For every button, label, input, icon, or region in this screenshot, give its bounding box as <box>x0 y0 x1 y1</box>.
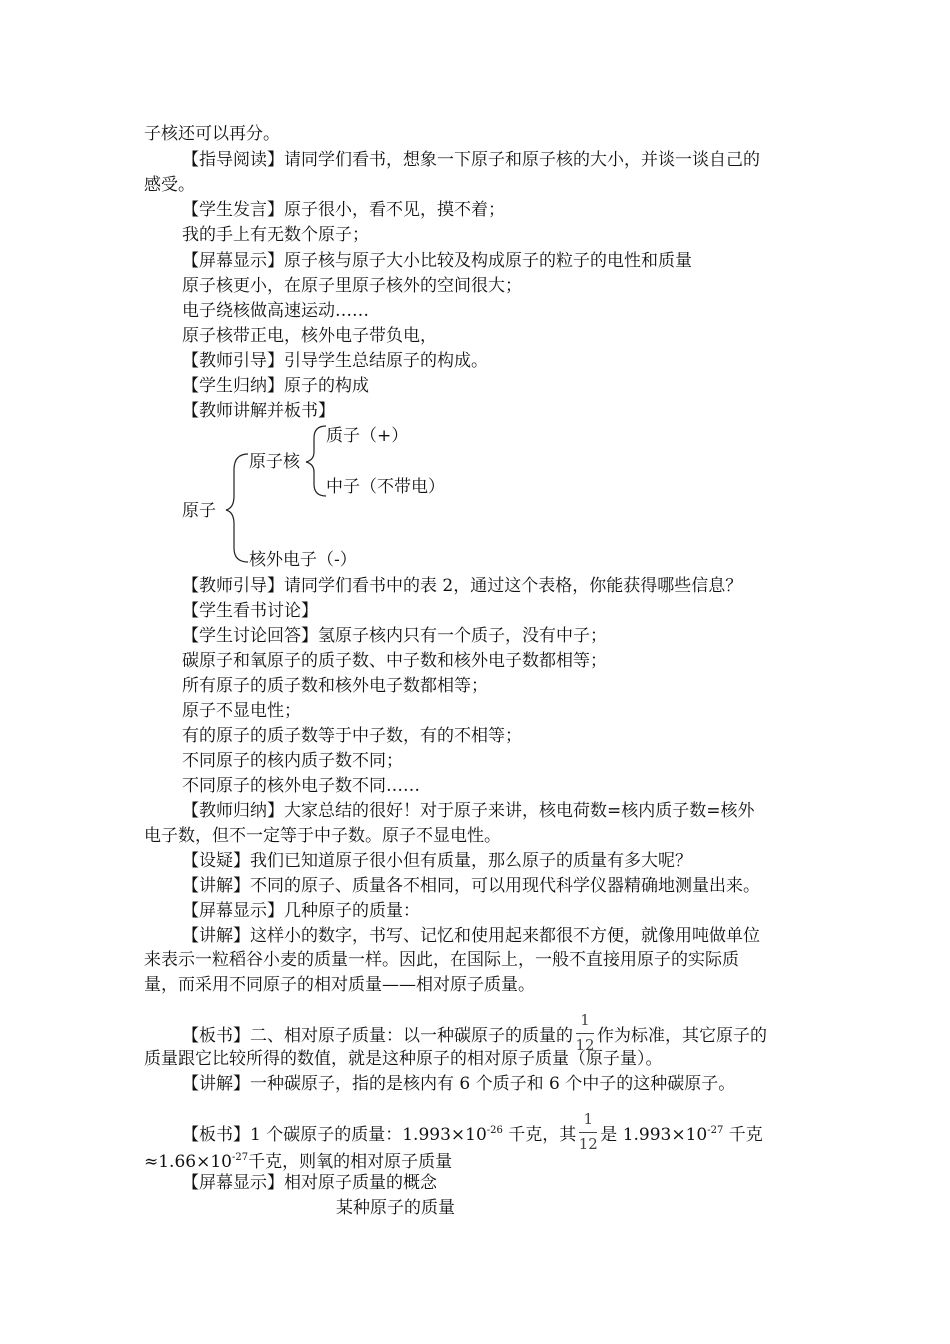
nucleus-label: 原子核 <box>249 452 300 472</box>
text-line: 电子绕核做高速运动…… <box>182 301 369 321</box>
text-line: 【屏幕显示】原子核与原子大小比较及构成原子的粒子的电性和质量 <box>182 251 692 271</box>
text-line: 所有原子的质子数和核外电子数都相等； <box>182 676 488 696</box>
fraction-bar <box>576 1033 594 1034</box>
text-line: 【教师讲解并板书】 <box>182 401 335 421</box>
text-line: 【教师引导】引导学生总结原子的构成。 <box>182 351 488 371</box>
electron-label: 核外电子（-） <box>249 550 357 570</box>
text-line: 【设疑】我们已知道原子很小但有质量，那么原子的质量有多大呢？ <box>182 851 692 871</box>
fraction-bar <box>579 1132 597 1133</box>
twelfth-mass-base: 是 1.993×10 <box>600 1125 708 1145</box>
text-line: 量，而采用不同原子的相对质量——相对原子质量。 <box>144 975 535 995</box>
carbon-mass-exponent: -26 <box>486 1125 503 1136</box>
text-line: 电子数，但不一定等于中子数。原子不显电性。 <box>144 826 501 846</box>
formula-numerator-text: 某种原子的质量 <box>336 1198 455 1218</box>
carbon-mass-unit: 千克，其 <box>502 1125 577 1145</box>
text-line: 原子核带正电，核外电子带负电， <box>182 326 437 346</box>
text-line: 【学生归纳】原子的构成 <box>182 376 369 396</box>
fraction-one-twelfth <box>577 1109 599 1157</box>
text-line: 质量跟它比较所得的数值，就是这种原子的相对原子质量（原子量）。 <box>144 1049 663 1069</box>
text-line: 碳原子和氧原子的质子数、中子数和核外电子数都相等； <box>182 651 607 671</box>
proton-label: 质子（+） <box>326 426 409 446</box>
text-line: 不同原子的核内质子数不同； <box>182 751 403 771</box>
text-line: 【教师归纳】大家总结的很好！对于原子来讲，核电荷数=核内质子数=核外 <box>182 801 755 821</box>
text-line: 【讲解】这样小的数字，书写、记忆和使用起来都很不方便，就像用吨做单位 <box>182 926 760 946</box>
text-line: 子核还可以再分。 <box>144 124 280 144</box>
text-line: 【教师引导】请同学们看书中的表 2，通过这个表格，你能获得哪些信息？ <box>182 576 743 596</box>
carbon-mass-base: 1.993×10 <box>402 1125 487 1145</box>
text-line: 来表示一粒稻谷小麦的质量一样。因此，在国际上，一般不直接用原子的实际质 <box>144 950 739 970</box>
text-line: 原子不显电性； <box>182 701 301 721</box>
nucleus-brace <box>306 426 326 496</box>
text-line: 【讲解】不同的原子、质量各不相同，可以用现代科学仪器精确地测量出来。 <box>182 876 760 896</box>
neutron-label: 中子（不带电） <box>326 477 445 497</box>
approx-mass-base: ≈1.66×10 <box>144 1152 232 1172</box>
approx-mass-exponent: -27 <box>231 1152 249 1163</box>
fraction-denominator: 12 <box>578 1135 598 1153</box>
board-carbon-prefix: 【板书】1 个碳原子的质量： <box>182 1125 403 1145</box>
text-line: 【屏幕显示】几种原子的质量： <box>182 901 420 921</box>
text-line: 我的手上有无数个原子； <box>182 225 369 245</box>
board-definition-prefix: 【板书】二、相对原子质量：以一种碳原子的质量的 <box>182 1026 573 1046</box>
fraction-numerator: 1 <box>580 1011 590 1029</box>
text-line: 【指导阅读】请同学们看书，想象一下原子和原子核的大小，并谈一谈自己的 <box>182 150 760 170</box>
atom-brace <box>226 454 248 562</box>
fraction-numerator: 1 <box>583 1110 594 1128</box>
text-line: 【屏幕显示】相对原子质量的概念 <box>182 1173 437 1193</box>
text-line: 感受。 <box>144 175 195 195</box>
twelfth-mass-exponent: -27 <box>707 1125 724 1136</box>
text-line: 【学生讨论回答】氢原子核内只有一个质子，没有中子； <box>182 626 607 646</box>
board-definition-suffix: 作为标准，其它原子的 <box>597 1026 767 1046</box>
text-line: 原子核更小，在原子里原子核外的空间很大； <box>182 276 522 296</box>
text-line: 【讲解】一种碳原子，指的是核内有 6 个质子和 6 个中子的这种碳原子。 <box>182 1074 736 1094</box>
approx-mass-line <box>144 1146 452 1174</box>
atom-label: 原子 <box>182 501 216 521</box>
text-line: 有的原子的质子数等于中子数，有的不相等； <box>182 726 522 746</box>
fraction-denominator: 12 <box>575 1036 595 1054</box>
text-line: 【学生看书讨论】 <box>182 601 318 621</box>
text-line: 【学生发言】原子很小，看不见，摸不着； <box>182 200 505 220</box>
approx-mass-text: 千克，则氧的相对原子质量 <box>248 1152 453 1172</box>
text-line: 不同原子的核外电子数不同…… <box>182 776 420 796</box>
twelfth-mass-unit: 千克 <box>723 1125 763 1145</box>
